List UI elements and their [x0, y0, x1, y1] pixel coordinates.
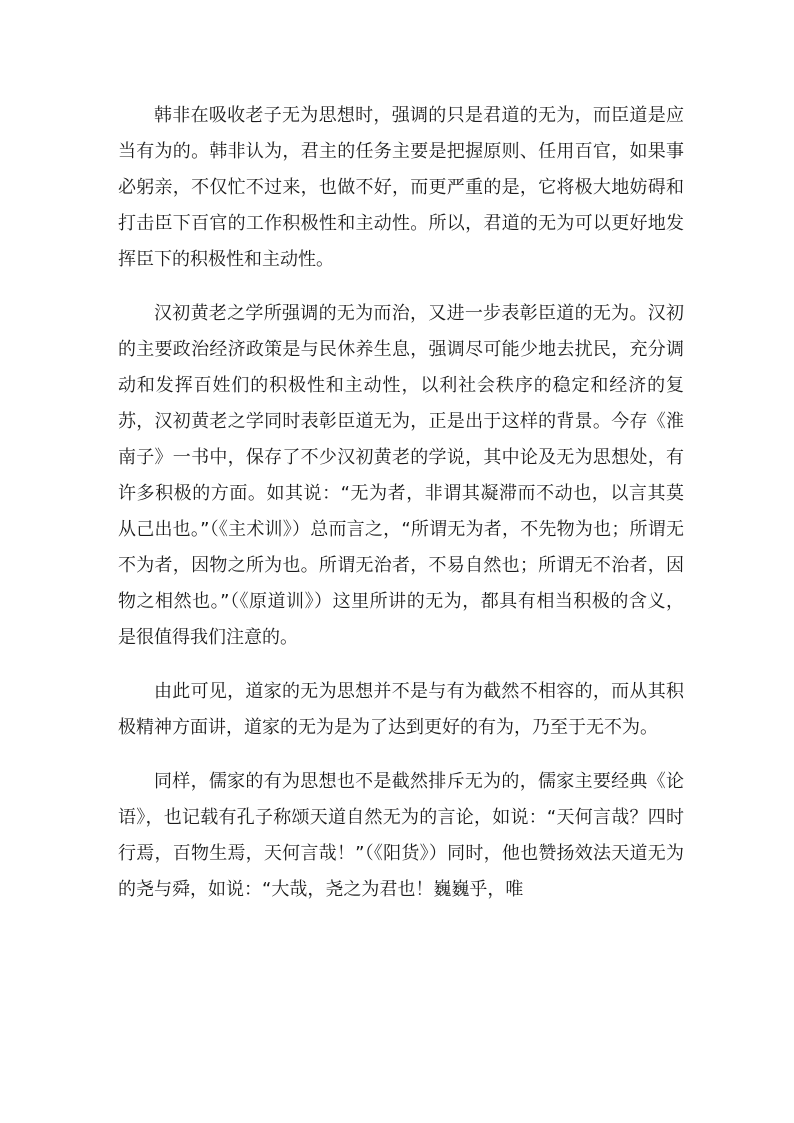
- document-body: [118, 98, 684, 926]
- paragraph-4: 同样，儒家的有为思想也不是截然排斥无为的，儒家主要经典《论语》，也记载有孔子称颂天道自然无为的言论，如说：“天何言哉？四时行焉，百物生焉，天何言哉！”（《阳货》）同时，他也赞扬效法天道无为的尧与舜，如说：“大哉，尧之为君也！巍巍乎，唯: [118, 771, 684, 900]
- paragraph-2: 汉初黄老之学所强调的无为而治，又进一步表彰臣道的无为。汉初的主要政治经济政策是与民休养生息，强调尽可能少地去扰民，充分调动和发挥百姓们的积极性和主动性，以利社会秩序的稳定和经济的复苏，汉初黄老之学同时表彰臣道无为，正是出于这样的背景。今存《淮南子》一书中，保存了不少汉初黄老的学说，其中论及无为思想处，有许多积极的方面。如其说：“无为者，非谓其凝滞而不动也，以言其莫从己出也。”（《主术训》）总而言之，“所谓无为者，不先物为也；所谓无不为者，因物之所为也。所谓无治者，不易自然也；所谓无不治者，因物之相然也。”（《原道训》）这里所讲的无为，都具有相当积极的含义，是很值得我们注意的。: [118, 303, 684, 648]
- paragraph-1: 韩非在吸收老子无为思想时，强调的只是君道的无为，而臣道是应当有为的。韩非认为，君主的任务主要是把握原则、任用百官，如果事必躬亲，不仅忙不过来，也做不好，而更严重的是，它将极大地妨碍和打击臣下百官的工作积极性和主动性。所以，君道的无为可以更好地发挥臣下的积极性和主动性。: [118, 105, 684, 270]
- paragraph-3: 由此可见，道家的无为思想并不是与有为截然不相容的，而从其积极精神方面讲，道家的无为是为了达到更好的有为，乃至于无不为。: [118, 681, 684, 738]
